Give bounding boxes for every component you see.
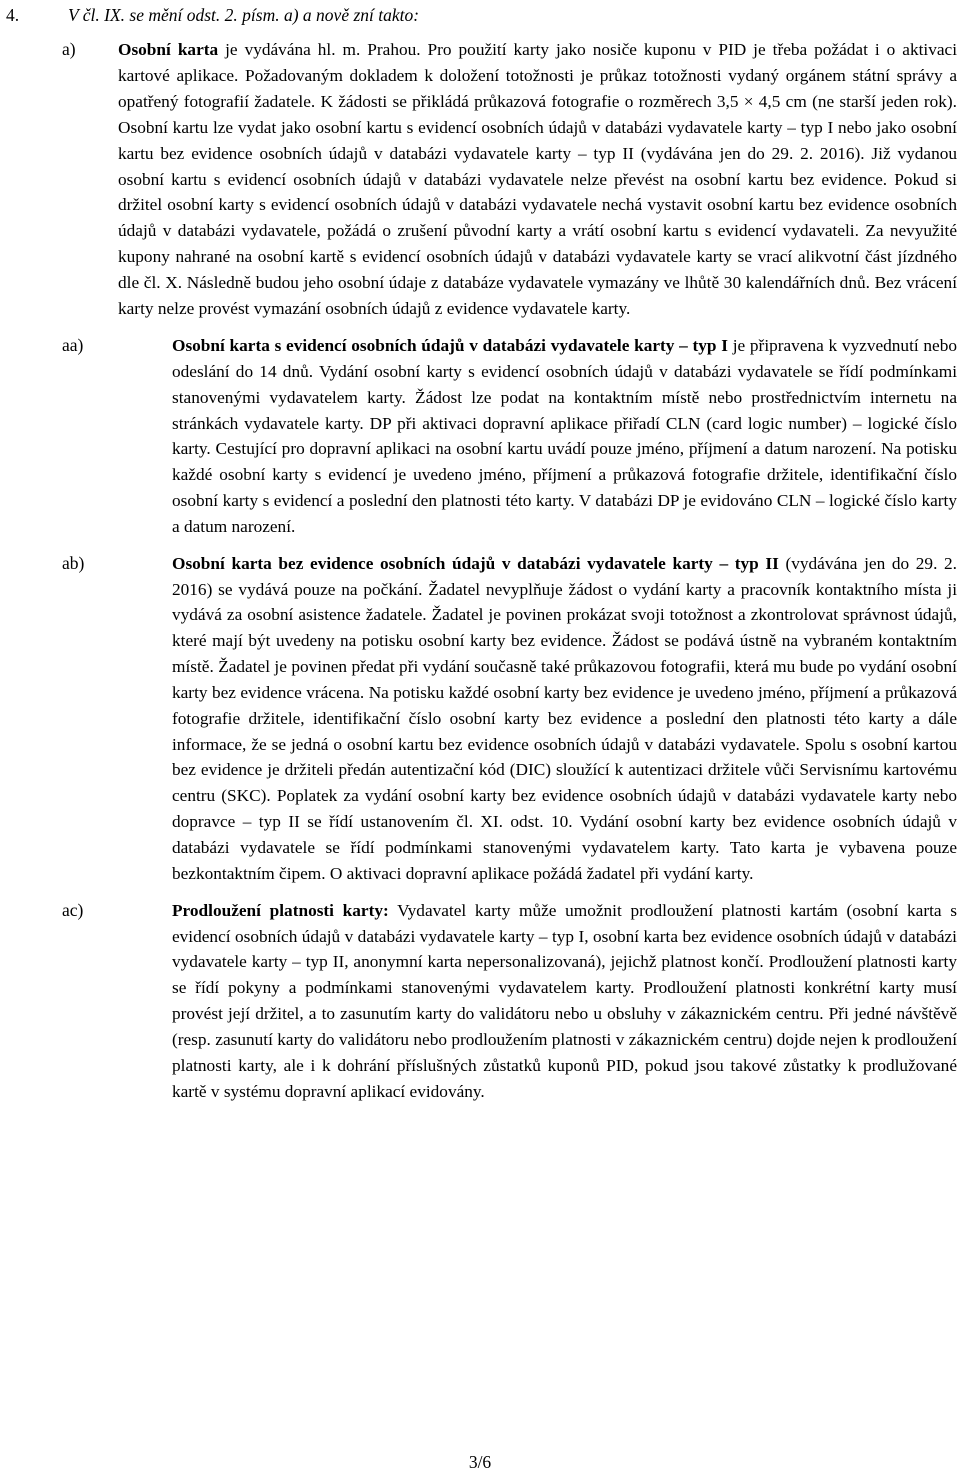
section-a-text: je vydávána hl. m. Prahou. Pro použití karty jako nosiče kuponu v PID je třeba požádat i o aktivaci kartové aplikace. Požadovaným dokladem k doložení totožnosti je průkaz totožnosti vydaný orgánem státní správy a opatřený fotografií žadatele. K žádosti se přikládá průkazová fotografie o rozměrech 3,5 × 4,5 cm (ne starší jeden rok). Osobní kartu lze vydat jako osobní kartu s evidencí osobních údajů v databázi vydavatele karty – typ I nebo jako osobní kartu bez evidence osobních údajů v databázi vydavatele karty – typ II (vydávána jen do 29. 2. 2016). Již vydanou osobní kartu s evidencí osobních údajů v databázi vydavatele nelze převést na osobní kartu bez evidence. Pokud si držitel osobní karty s evidencí osobních údajů v databázi vydavatele nechá vystavit osobní kartu bez evidence osobních údajů v databázi vydavatele, požádá o zrušení původní karty a vrátí osobní kartu s evidencí vydavateli. Za nevyužité kupony nahrané na osobní kartě s evidencí osobních údajů v databázi vydavatele karty se vrací alikvotní část jízdného dle čl. X. Následně budou jeho osobní údaje z databáze vydavatele vymazány ve lhůtě 30 kalendářních dnů. Bez vrácení karty nelze provést vymazání osobních údajů z evidence vydavatele karty. (118, 40, 957, 319)
subsection-ab-text: (vydávána jen do 29. 2. 2016) se vydává pouze na počkání. Žadatel nevyplňuje žádost o vydání karty a pracovník kontaktního místa ji vydává za osobní asistence žadatele. Žadatel je povinen prokázat svoji totožnost a zkontrolovat správnost údajů, které mají být uvedeny na potisku osobní karty bez evidence. Žádost se podává ústně na vybraném kontaktním místě. Žadatel je povinen předat při vydání současně také průkazovou fotografii, která mu bude po vydání osobní karty bez evidence vrácena. Na potisku každé osobní karty bez evidence je uvedeno jméno, příjmení a průkazová fotografie držitele, identifikační číslo osobní karty bez evidence a poslední den platnosti této karty a dále informace, že se jedná o osobní kartu bez evidence osobních údajů v databázi vydavatele. Spolu s osobní kartou bez evidence je držiteli předán autentizační kód (DIC) sloužící k autentizaci držitele vůči Servisnímu kartovému centru (SKC). Poplatek za vydání osobní karty bez evidence osobních údajů v databázi vydavatele karty nebo dopravce – typ II se řídí ustanovením čl. XI. odst. 10. Vydání osobní karty bez evidence osobních údajů v databázi vydavatele se řídí podmínkami stanovenými vydavatelem karty. Tato karta je vybavena pouze bezkontaktním čipem. O aktivaci dopravní aplikace požádá žadatel při vydání karty. (172, 553, 958, 883)
amendment-number: 4. (6, 5, 20, 25)
subsection-ac-bold-lead: Prodloužení platnosti karty: (172, 900, 389, 920)
section-a (62, 37, 957, 1104)
subsection-ac-body (172, 898, 957, 1105)
subsection-aa (62, 333, 957, 540)
subsection-aa-text: je připravena k vyzvednutí nebo odeslání do 14 dnů. Vydání osobní karty s evidencí osobních údajů v databázi vydavatele se řídí podmínkami stanovenými vydavatelem karty. Žádost lze podat na kontaktním místě nebo prostřednictvím internetu na stránkách vydavatele karty. DP při aktivaci dopravní aplikace přiřadí CLN (card logic number) – logické číslo karty. Cestující pro dopravní aplikaci na osobní kartu uvádí pouze jméno, příjmení a datum narození. Na potisku každé osobní karty s evidencí je uvedeno jméno, příjmení a průkazová fotografie držitele, identifikační číslo osobní karty s evidencí a poslední den platnosti této karty. V databázi DP je evidováno CLN – logické číslo karty a datum narození. (172, 335, 957, 536)
page-number: 3/6 (468, 1452, 492, 1472)
amendment-heading-text: V čl. IX. se mění odst. 2. písm. a) a nově zní takto: (68, 5, 420, 25)
section-a-bold-lead: Osobní karta (118, 40, 219, 59)
subsection-ab-label: ab) (62, 552, 85, 573)
subsection-aa-body (172, 333, 957, 540)
subsection-ab (62, 551, 957, 887)
amendment-heading (6, 4, 419, 26)
section-a-body (118, 37, 957, 322)
subsection-aa-bold-lead: Osobní karta s evidencí osobních údajů v databázi vydavatele karty – typ I (172, 335, 728, 355)
section-a-label: a) (62, 39, 76, 59)
subsection-ab-body (172, 551, 957, 887)
subsection-ac (62, 898, 957, 1105)
subsection-ac-text: Vydavatel karty může umožnit prodloužení platnosti kartám (osobní karta s evidencí osobních údajů v databázi vydavatele karty – typ I, osobní karta bez evidence osobních údajů v databázi vydavatele karty – typ II, anonymní karta nepersonalizovaná), jejichž platnost končí. Prodloužení platnosti karty se řídí pokyny a podmínkami stanovenými vydavatelem karty. Prodloužení platnosti konkrétní karty musí provést její držitel, a to zasunutím karty do validátoru nebo u obsluhy v zákaznickém centru. Při jedné návštěvě (resp. zasunutí karty do validátoru nebo prodloužením platnosti v zákaznickém centru) dojde nejen k prodloužení platnosti karty, ale i k dohrání příslušných zůstatků kuponů PID, pokud jsou takové zůstatky k prodlužované kartě v systému dopravní aplikací evidovány. (172, 900, 957, 1101)
subsection-ac-label: ac) (62, 899, 84, 920)
subsection-aa-label: aa) (62, 334, 84, 355)
subsection-ab-bold-lead: Osobní karta bez evidence osobních údajů v databázi vydavatele karty – typ II (172, 553, 779, 573)
